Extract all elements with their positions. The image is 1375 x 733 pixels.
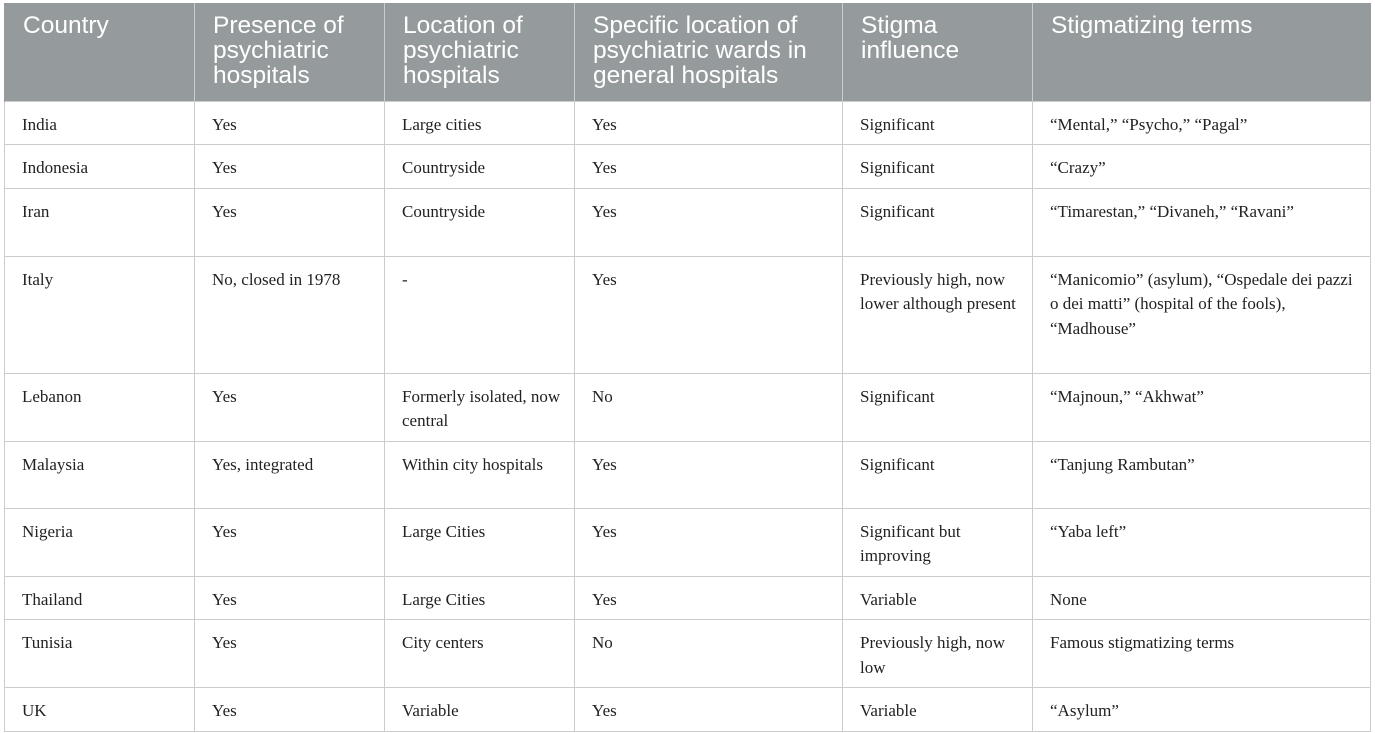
cell-location: Variable xyxy=(385,688,575,732)
cell-stigma-influence: Significant xyxy=(843,373,1033,441)
table-row xyxy=(5,145,1371,189)
table-row xyxy=(5,373,1371,441)
cell-location: Large Cities xyxy=(385,508,575,576)
cell-presence: No, closed in 1978 xyxy=(195,256,385,373)
cell-presence: Yes, integrated xyxy=(195,441,385,508)
header-specific-location-of-wards: Specific location of psychiatric wards in general hospitals xyxy=(575,3,843,101)
header-stigma-influence: Stigma influence xyxy=(843,3,1033,101)
cell-country: Thailand xyxy=(5,576,195,620)
table-row xyxy=(5,508,1371,576)
cell-country: Lebanon xyxy=(5,373,195,441)
cell-stigma-influence: Previously high, now low xyxy=(843,620,1033,688)
cell-stigma-influence: Variable xyxy=(843,576,1033,620)
cell-location: Within city hospitals xyxy=(385,441,575,508)
cell-country: UK xyxy=(5,688,195,732)
cell-location: - xyxy=(385,256,575,373)
cell-country: Malaysia xyxy=(5,441,195,508)
cell-stigmatizing-terms: “Manicomio” (asylum), “Ospedale dei pazzi o dei matti” (hospital of the fools), “Madhouse” xyxy=(1033,256,1371,373)
table-body xyxy=(5,101,1371,731)
cell-location: Formerly isolated, now central xyxy=(385,373,575,441)
cell-stigmatizing-terms: Famous stigmatizing terms xyxy=(1033,620,1371,688)
cell-location: Large Cities xyxy=(385,576,575,620)
cell-stigmatizing-terms: “Mental,” “Psycho,” “Pagal” xyxy=(1033,101,1371,145)
cell-location: Countryside xyxy=(385,188,575,256)
cell-stigma-influence: Significant xyxy=(843,188,1033,256)
cell-country: Tunisia xyxy=(5,620,195,688)
cell-stigmatizing-terms: “Timarestan,” “Divaneh,” “Ravani” xyxy=(1033,188,1371,256)
cell-ward-location: Yes xyxy=(575,508,843,576)
table-row xyxy=(5,688,1371,732)
cell-stigma-influence: Previously high, now lower although present xyxy=(843,256,1033,373)
cell-location: Countryside xyxy=(385,145,575,189)
cell-stigmatizing-terms: “Tanjung Rambutan” xyxy=(1033,441,1371,508)
table-row xyxy=(5,576,1371,620)
cell-stigma-influence: Significant xyxy=(843,441,1033,508)
cell-ward-location: Yes xyxy=(575,188,843,256)
table-row xyxy=(5,620,1371,688)
cell-location: Large cities xyxy=(385,101,575,145)
header-presence-of-psychiatric-hospitals: Presence of psychiatric hospitals xyxy=(195,3,385,101)
cell-country: Indonesia xyxy=(5,145,195,189)
table-row xyxy=(5,441,1371,508)
cell-country: Italy xyxy=(5,256,195,373)
cell-stigma-influence: Variable xyxy=(843,688,1033,732)
cell-ward-location: Yes xyxy=(575,688,843,732)
table-header xyxy=(5,3,1371,101)
cell-stigmatizing-terms: “Majnoun,” “Akhwat” xyxy=(1033,373,1371,441)
table-row xyxy=(5,188,1371,256)
table-row xyxy=(5,101,1371,145)
cell-ward-location: Yes xyxy=(575,576,843,620)
cell-location: City centers xyxy=(385,620,575,688)
cell-presence: Yes xyxy=(195,688,385,732)
cell-country: Iran xyxy=(5,188,195,256)
cell-stigmatizing-terms: None xyxy=(1033,576,1371,620)
cell-presence: Yes xyxy=(195,620,385,688)
cell-country: India xyxy=(5,101,195,145)
table-row xyxy=(5,256,1371,373)
cell-stigmatizing-terms: “Yaba left” xyxy=(1033,508,1371,576)
header-stigmatizing-terms: Stigmatizing terms xyxy=(1033,3,1371,101)
cell-ward-location: Yes xyxy=(575,145,843,189)
cell-presence: Yes xyxy=(195,576,385,620)
comparison-table-container xyxy=(4,3,1370,732)
cell-stigma-influence: Significant but improving xyxy=(843,508,1033,576)
cell-ward-location: Yes xyxy=(575,441,843,508)
cell-ward-location: No xyxy=(575,373,843,441)
cell-presence: Yes xyxy=(195,373,385,441)
cell-presence: Yes xyxy=(195,508,385,576)
cell-ward-location: Yes xyxy=(575,101,843,145)
cell-presence: Yes xyxy=(195,145,385,189)
cell-stigma-influence: Significant xyxy=(843,145,1033,189)
cell-presence: Yes xyxy=(195,101,385,145)
cell-stigmatizing-terms: “Crazy” xyxy=(1033,145,1371,189)
cell-stigmatizing-terms: “Asylum” xyxy=(1033,688,1371,732)
header-row xyxy=(5,3,1371,101)
header-country: Country xyxy=(5,3,195,101)
cell-presence: Yes xyxy=(195,188,385,256)
psychiatric-hospitals-comparison-table xyxy=(4,3,1371,732)
cell-ward-location: Yes xyxy=(575,256,843,373)
cell-country: Nigeria xyxy=(5,508,195,576)
cell-ward-location: No xyxy=(575,620,843,688)
header-location-of-psychiatric-hospitals: Location of psychiatric hospitals xyxy=(385,3,575,101)
cell-stigma-influence: Significant xyxy=(843,101,1033,145)
